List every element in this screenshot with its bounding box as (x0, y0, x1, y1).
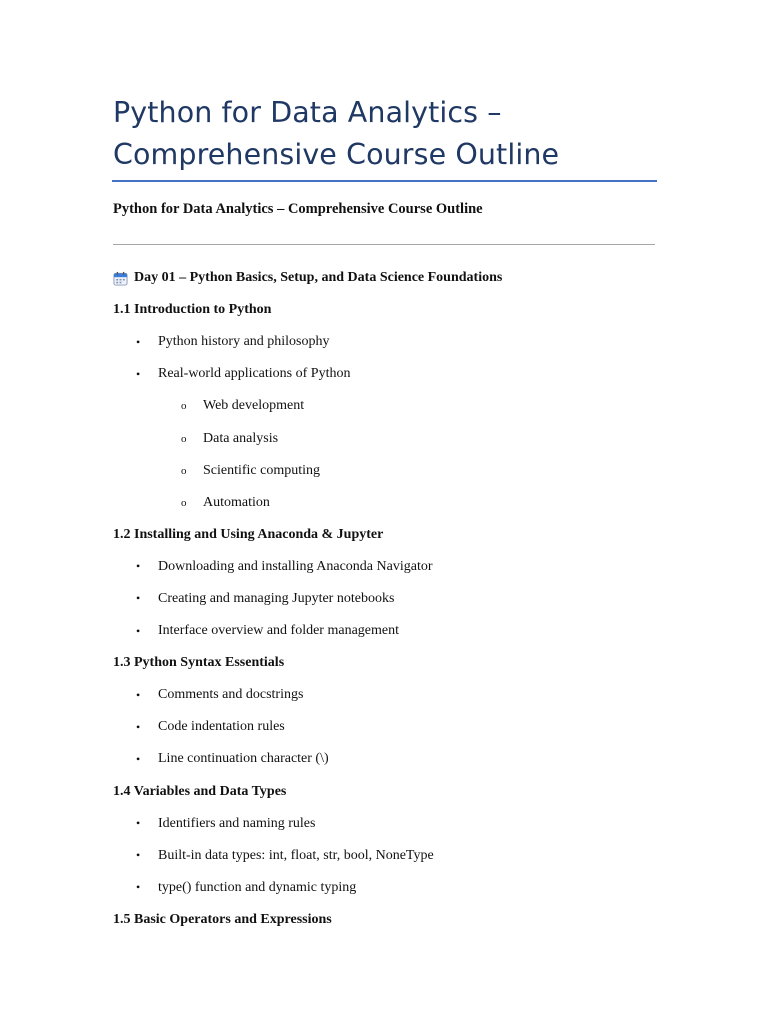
sub-list-item-text: Web development (203, 398, 305, 414)
bullet-icon: • (136, 687, 141, 702)
bullet-icon: • (136, 559, 141, 574)
bullet-icon: • (136, 816, 141, 831)
list-item-text: type() function and dynamic typing (158, 879, 357, 895)
day-heading (113, 262, 673, 294)
list-item-text: Real-world applications of Python (158, 366, 351, 382)
outline-content (113, 262, 673, 936)
sub-list-item (113, 390, 673, 422)
section-heading: 1.1 Introduction to Python (113, 302, 272, 318)
list-item (113, 840, 673, 872)
list-item (113, 872, 673, 904)
section-heading: 1.5 Basic Operators and Expressions (113, 911, 332, 927)
calendar-icon (113, 271, 128, 286)
circle-bullet-icon: o (181, 432, 187, 445)
list-item (113, 551, 673, 583)
list-item-text: Comments and docstrings (158, 687, 304, 703)
bullet-icon: • (136, 366, 141, 381)
circle-bullet-icon: o (181, 464, 187, 477)
document-subtitle: Python for Data Analytics – Comprehensive Course Outline (113, 201, 483, 217)
section-heading: 1.2 Installing and Using Anaconda & Jupyter (113, 526, 384, 542)
bullet-icon: • (136, 623, 141, 638)
list-item-text: Interface overview and folder management (158, 623, 399, 639)
list-item (113, 358, 673, 390)
bullet-icon: • (136, 591, 141, 606)
bullet-icon: • (136, 334, 141, 349)
title-underline (112, 180, 657, 182)
horizontal-rule (113, 244, 655, 245)
list-item (113, 808, 673, 840)
day-heading-text: Day 01 – Python Basics, Setup, and Data Science Foundations (134, 270, 503, 286)
circle-bullet-icon: o (181, 400, 187, 413)
section-heading: 1.4 Variables and Data Types (113, 783, 287, 799)
sub-list-item (113, 455, 673, 487)
circle-bullet-icon: o (181, 496, 187, 509)
list-item (113, 743, 673, 775)
bullet-icon: • (136, 719, 141, 734)
list-item-text: Code indentation rules (158, 719, 285, 735)
list-item (113, 583, 673, 615)
sub-list-item (113, 487, 673, 519)
list-item (113, 679, 673, 711)
list-item (113, 326, 673, 358)
sub-list-item-text: Data analysis (203, 430, 279, 446)
bullet-icon: • (136, 880, 141, 895)
list-item (113, 711, 673, 743)
list-item-text: Creating and managing Jupyter notebooks (158, 590, 395, 606)
list-item-text: Identifiers and naming rules (158, 815, 316, 831)
document-title: Python for Data Analytics – Comprehensive Course Outline (113, 96, 560, 171)
sub-list-item-text: Scientific computing (203, 462, 321, 478)
list-item-text: Built-in data types: int, float, str, bool, NoneType (158, 847, 434, 863)
section-heading: 1.3 Python Syntax Essentials (113, 655, 285, 671)
list-item-text: Downloading and installing Anaconda Navigator (158, 558, 433, 574)
bullet-icon: • (136, 848, 141, 863)
sub-list-item (113, 422, 673, 454)
list-item (113, 615, 673, 647)
bullet-icon: • (136, 751, 141, 766)
list-item-text: Python history and philosophy (158, 334, 330, 350)
list-item-text: Line continuation character (\) (158, 751, 329, 767)
sub-list-item-text: Automation (203, 494, 270, 510)
